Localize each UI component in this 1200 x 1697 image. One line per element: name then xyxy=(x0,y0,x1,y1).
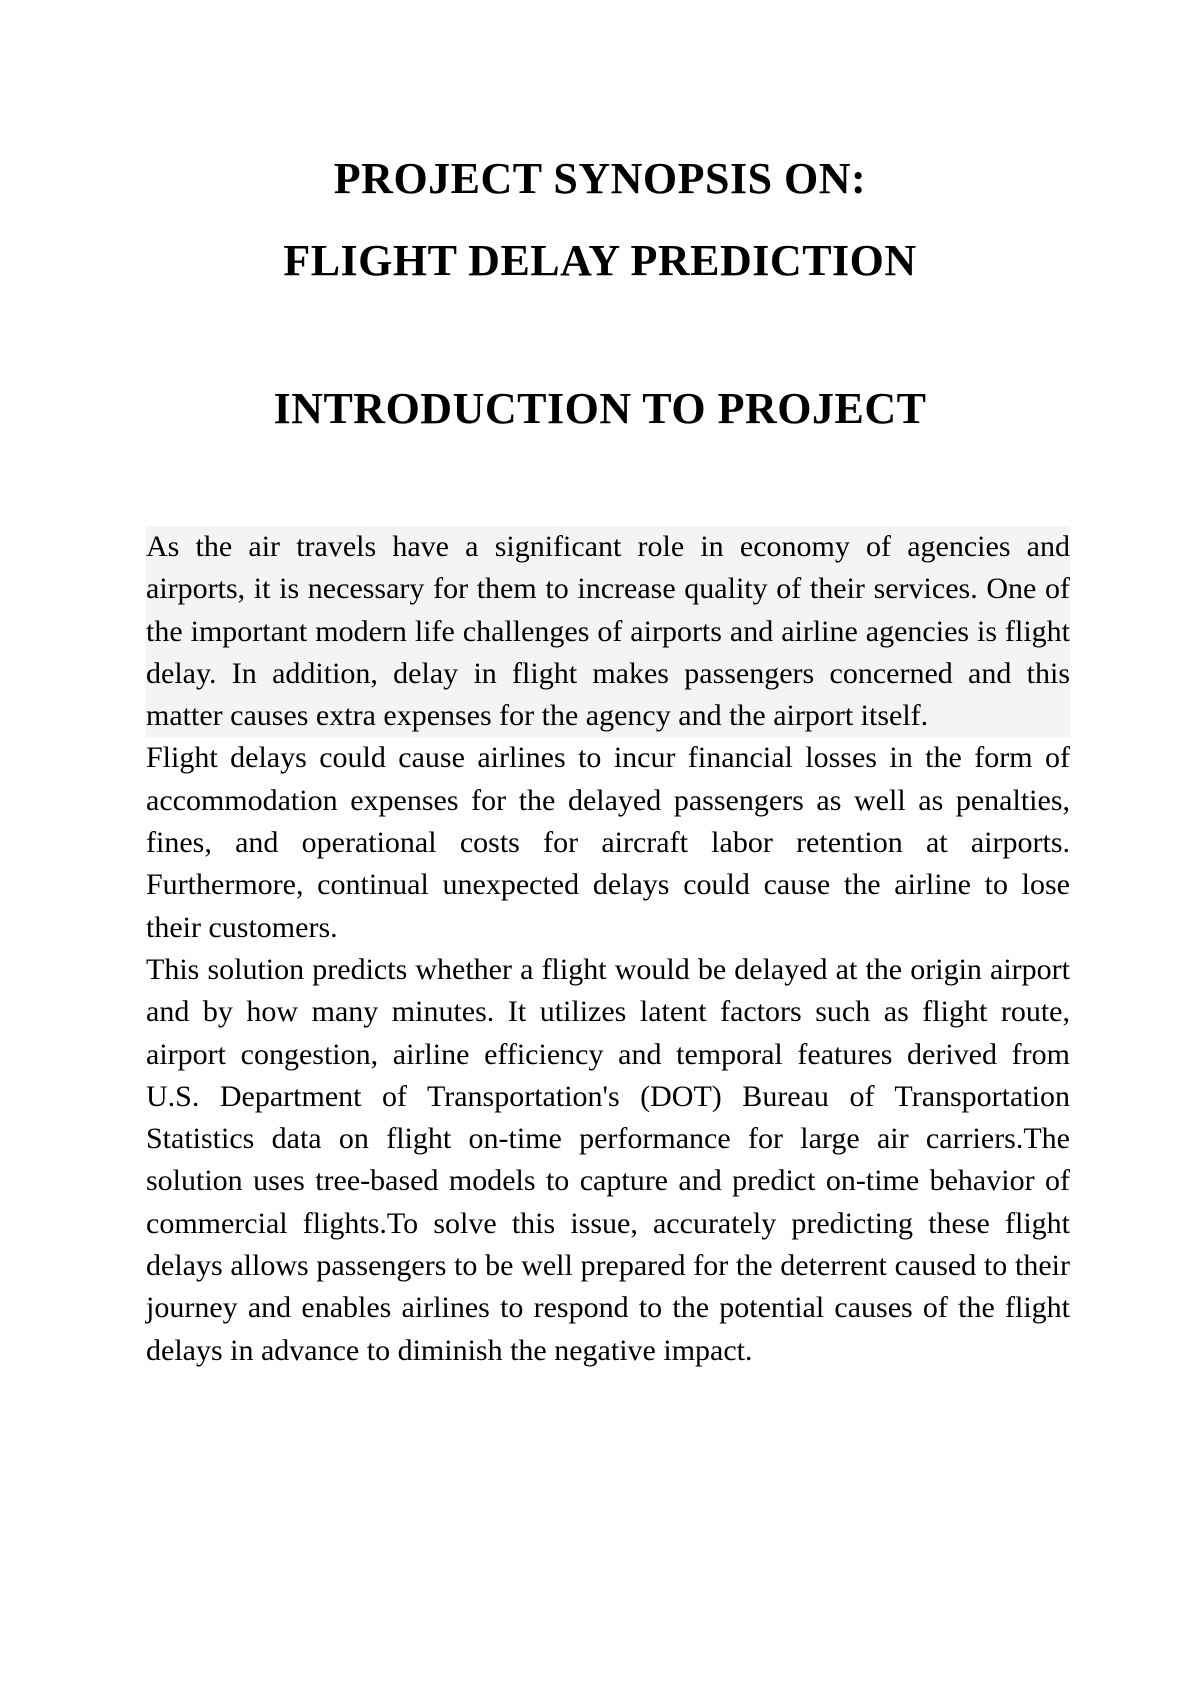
paragraph-1: As the air travels have a significant role in economy of agencies and airports, it is necessary for them to increase quality of their services. One of the important modern life challenges of airports and airline agencies is flight delay. In addition, delay in flight makes passengers concerned and this matter causes extra expenses for the agency and the airport itself. xyxy=(146,526,1070,737)
paragraph-3: This solution predicts whether a flight would be delayed at the origin airport and by how many minutes. It utilizes latent factors such as flight route, airport congestion, airline efficiency and temporal features derived from U.S. Department of Transportation's (DOT) Bureau of Transportation Statistics data on flight on-time performance for large air carriers.The solution uses tree-based models to capture and predict on-time behavior of commercial flights.To solve this issue, accurately predicting these flight delays allows passengers to be well prepared for the deterrent caused to their journey and enables airlines to respond to the potential causes of the flight delays in advance to diminish the negative impact. xyxy=(146,952,1070,1367)
paragraph-2: Flight delays could cause airlines to incur financial losses in the form of accommodation expenses for the delayed passengers as well as penalties, fines, and operational costs for aircraft labor retention at airports. Furthermore, continual unexpected delays could cause the airline to lose their customers. xyxy=(146,741,1070,944)
title-line-2: FLIGHT DELAY PREDICTION xyxy=(283,236,917,285)
document-title xyxy=(0,138,1200,302)
section-heading: INTRODUCTION TO PROJECT xyxy=(273,384,927,433)
body-text xyxy=(146,526,1070,1372)
title-line-1: PROJECT SYNOPSIS ON: xyxy=(333,154,867,203)
